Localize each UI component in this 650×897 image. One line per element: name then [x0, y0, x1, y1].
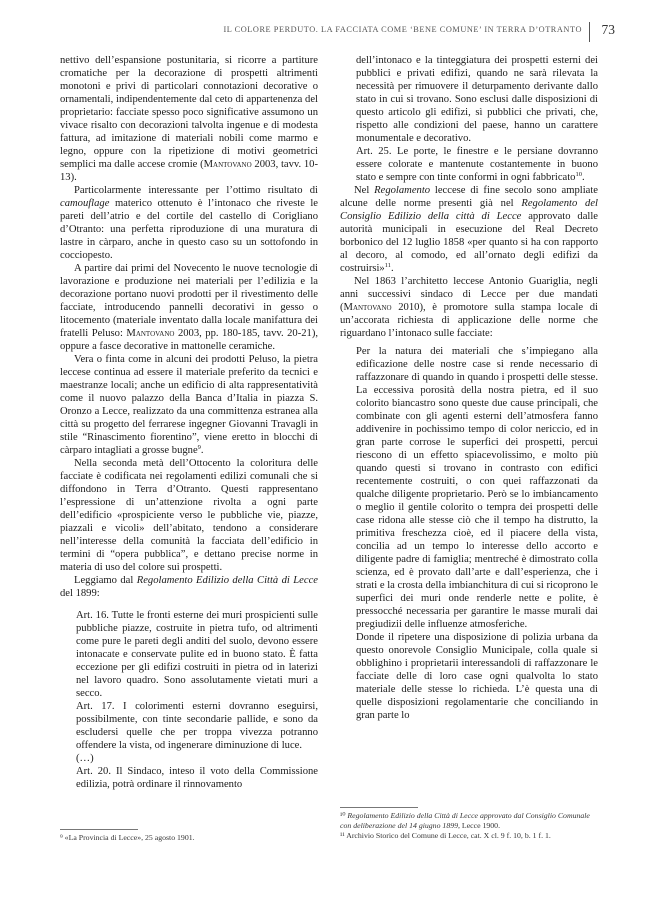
paragraph-text: A partire dai primi del Novecento le nuove tecnologie di lavorazione e produzione nei materiali per l’edilizia e la decorazione portano nuovi prodotti per il rivestimento delle facciate, introducendo pannelli decorativi in gesso o litocemento (materiale inventato dalla locale manifattura dei fratelli Peluso: [60, 263, 318, 339]
italic-title: Regolamento Edilizio della Città di Lecce approvato dal Consiglio Comunale con deliberazione del 14 giugno 1899 [340, 811, 590, 830]
footnotes-left [60, 833, 318, 843]
italic-title: Regolamento [374, 185, 431, 196]
italic-title: Regolamento Edilizio della Città di Lecce [136, 575, 318, 586]
footnote-ref[interactable]: 9 [197, 444, 201, 451]
article-text: Art. 25. Le porte, le finestre e le persiane dovranno essere colorate e mantenute costantemente in buono stato e sempre con tinte conformi in ogni fabbricato [356, 146, 598, 183]
paragraph: Nella seconda metà dell’Ottocento la coloritura delle facciate è codificata nei regolamenti edilizi comunali che si diffondono in Terra d’Otranto. Questi rappresentano l’espressione di un’attenzione rivolta a ogni parte dell’edificio «prospiciente verso le pubbliche vie, piazze, piazzali e vicoli» dell’abitato, tendono a considerare nell’interesse della comunità la facciata dell’edificio in termini di “opera pubblica”, e dettano precise norme in materia di uso del colore sui prospetti. [60, 458, 318, 573]
paragraph-text: leccese di fine secolo sono ampliate alcune delle norme presenti già nel [340, 185, 598, 209]
paragraph-text: . [391, 263, 394, 274]
article-20: Art. 20. Il Sindaco, inteso il voto della Commissione edilizia, potrà ordinare il rinnovamento [76, 766, 318, 790]
citation-author: Mantovano [343, 302, 392, 313]
article-25 [356, 145, 598, 184]
paragraph-text: 2010), è promotore sulla stampa locale di un’accorata richiesta di applicazione delle norme che riguardano l’intonaco sulle facciate: [340, 302, 598, 339]
left-column [60, 54, 318, 791]
footnote-11: ¹¹ Archivio Storico del Comune di Lecce, cat. X cl. 9 f. 10, b. 1 f. 1. [340, 831, 551, 840]
paragraph [340, 184, 598, 275]
law-excerpt [60, 609, 318, 791]
page-number: 73 [601, 22, 615, 37]
article-text: . [581, 172, 585, 183]
footnote-ref[interactable]: 11 [384, 262, 391, 269]
quote-paragraph: Per la natura dei materiali che s’impiegano alla edificazione delle nostre case si rende necessario di raffazzonare di quando in quando i prospetti delle stesse. La eccessiva porosità della nostra pietra, ed il suo colorito biancastro sono queste due cause principali, che combinate con gli agenti esterni dell’atmosfera fanno addivenire in pochissimo tempo di color nericcio, ed in gran parte corrose le superfici dei prospetti, percui riescono di un effetto spiacevolissimo, e molto più quando questi si trovano in contrasto con edifici recentemente costruiti, o con quei raffazzonati da qualche diligente proprietario. Però se lo imbiancamento o meglio il gentile colorito o tempra dei prospetti delle case ridona alle stesse ciò che il tempo ha distrutto, la primitiva freschezza cioè, ed il piacere della vista, concilia ad un tempo lo interesse dello accorto e diligente padre di famiglia; mentreché è dimostrato colla scienza, ed è provato dall’arte e dall’esperienza, che i strati e la crosta della imbianchitura di cui si ricoprono le superfici dei muri onde renderle nette e polite, è pressocché necessaria per garantire le masse murali dai pregiudizii delle influenze atmosferiche. [356, 346, 598, 630]
paragraph-text: del 1899: [60, 588, 100, 599]
paragraph-text: 2003, tavv. 10-13). [60, 159, 318, 183]
footnote-ref[interactable]: 10 [575, 171, 582, 178]
paragraph [60, 574, 318, 600]
ellipsis: (…) [76, 753, 94, 764]
paragraph [60, 262, 318, 353]
block-quote [340, 340, 598, 722]
paragraph [60, 353, 318, 457]
citation-author: Mantovano [203, 159, 252, 170]
footnote-10 [340, 811, 598, 831]
paragraph-text: Particolarmente interessante per l’ottimo risultato di [74, 185, 318, 196]
footnote-number: ¹⁰ [340, 811, 348, 820]
paragraph-text: nettivo dell’espansione postunitaria, si ricorre a partiture cromatiche per la decorazione di prospetti altrimenti monotoni e privi di particolari connotazioni decorative o ornamentali, indipendentemente dal ceto di appartenenza del proprietario: facciate spesso poco significative assumono un vivace risalto con decorazioni talvolta ingenue e di modesta fattura, ad imitazione di materiali nobili come marmo e legno, oppure con la ripetizione di motivi geometrici semplici ma dalle accese cromie ( [60, 55, 318, 170]
paragraph-text: Nel [354, 185, 375, 196]
paragraph [60, 54, 318, 184]
paragraph-text: . [200, 445, 204, 456]
footnote-9: ⁹ «La Provincia di Lecce», 25 agosto 1901. [60, 833, 195, 842]
footnote-rule [60, 829, 138, 830]
article-16: Art. 16. Tutte le fronti esterne dei muri prospicienti sulle pubbliche piazze, costruite in pietra tufo, od altrimenti come pure le pareti degli anditi del suolo, devono essere intonacate e conservate pulite ed in buono stato. È fatta eccezione per gli edifizi costruiti in pietra od in laterizi nel lavoro quadro. Sono assolutamente vietati muri a secco. [76, 610, 318, 699]
citation-author: Mantovano [126, 328, 175, 339]
paragraph-text: Nel 1863 l’architetto leccese Antonio Guariglia, negli anni successivi sindaco di Lecce per due mandati ( [340, 276, 598, 313]
paragraph-text: Vera o finta come in alcuni dei prodotti Peluso, la pietra leccese continua ad essere il materiale preferito da tecnici e maestranze locali; anche un edificio di alta rappresentatività come il nuovo palazzo della Banca d’Italia in piazza S. Oronzo a Lecce, realizzato da una committenza estranea alla città su progetto del ferrarese ingegner Giovanni Travagli in stile “Rinascimento fiorentino”, viene eretto in blocchi di càrparo intagliati a grosse bugne [60, 354, 318, 456]
paragraph [340, 275, 598, 340]
paragraph-text: approvato dalle autorità municipali in esecuzione del Real Decreto borbonico del 12 luglio 1858 «per quanto si ha con rapporto al decoro, al comodo, ed all’ornato degli edifizi da costruirsi» [340, 211, 598, 274]
quote-paragraph: Donde il ripetere una disposizione di polizia urbana da questo onorevole Consiglio Municipale, colla quale si obblighino i proprietarii interessandoli di raffazzonare le facciate delle di loro case ogni qualvolta lo stato materiale delle stesse lo richieda. L’è questa una di quelle disposizioni regolamentarie che conciliando in gran parte lo [356, 632, 598, 721]
italic-title: Regolamento del Consiglio Edilizio della città di Lecce [340, 198, 598, 222]
paragraph [60, 184, 318, 262]
article-17: Art. 17. I colorimenti esterni dovranno eseguirsi, possibilmente, con tinte secondarie pallide, e sono da escludersi quelle che per troppa vivezza potranno offendere la vista, od ingenerare diminuzione di luce. [76, 701, 318, 751]
header-divider [589, 22, 590, 42]
footnotes-right [340, 811, 598, 841]
paragraph-text: Leggiamo dal [74, 575, 137, 586]
footnote-text: , Lecce 1900. [458, 821, 501, 830]
paragraph-text: materico ottenuto è l’intonaco che riveste le pareti dell’atrio e del cortile del castello di Corigliano d’Otranto: una perfetta riproduzione di una muratura di lastre in càrparo, anche in questo caso su un sottofondo in cocciopesto. [60, 198, 318, 261]
paragraph-text: 2003, pp. 180-185, tavv. 20-21), oppure a fasce decorative in mattonelle ceramiche. [60, 328, 319, 352]
right-column [340, 54, 598, 722]
running-header [0, 22, 650, 44]
italic-term: camouflage [60, 198, 110, 209]
article-20-continued: dell’intonaco e la tinteggiatura dei prospetti esterni dei pubblici e privati edifizi, quando ne sarà rilevata la necessità per rimuovere il deturpamento derivante dallo stato in cui si trovano. Sono esclusi dalle disposizioni di questo articolo gli edifizi, sì pubblici che privati, che, rispetto alle condizioni del paese, hanno un carattere monumentale e decorativo. [356, 55, 598, 144]
law-excerpt-continued [340, 54, 598, 184]
running-header-title: IL COLORE PERDUTO. LA FACCIATA COME ‘BENE COMUNE’ IN TERRA D’OTRANTO [223, 25, 582, 34]
footnote-rule [340, 807, 418, 808]
